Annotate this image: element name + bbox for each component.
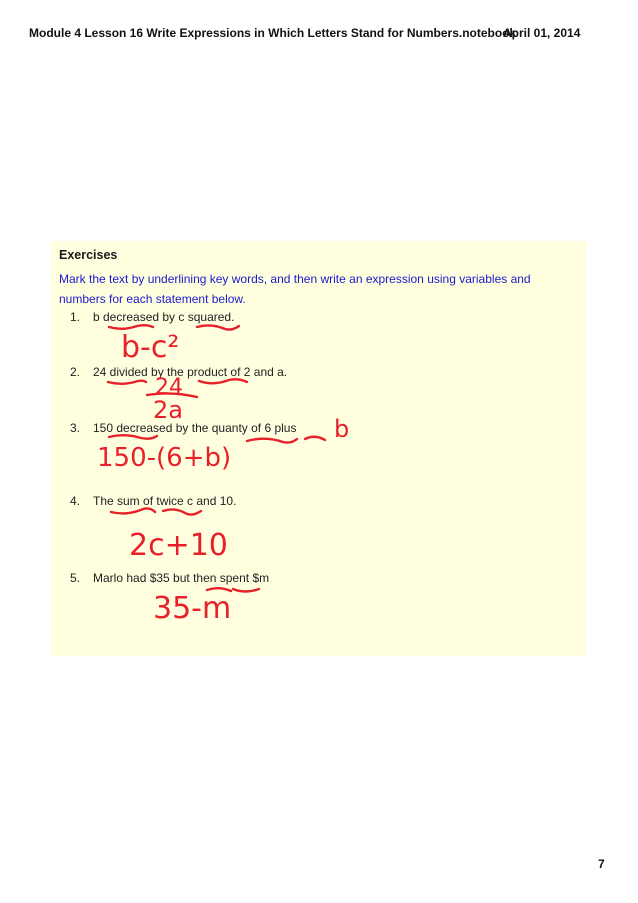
question-text: 24 divided by the product of 2 and a. [93,365,288,379]
handwritten-answer-2-numerator: 24 [155,375,183,400]
handwritten-answer-5: 35-m [153,591,232,626]
handwritten-word-b: b [334,415,350,443]
question-number: 4. [70,494,81,508]
question-number: 3. [70,421,81,435]
document-date: April 01, 2014 [503,26,581,40]
handwritten-answer-4: 2c+10 [129,528,228,563]
page-number: 7 [598,857,605,871]
underline-divided [108,381,146,384]
question-number: 1. [70,310,81,324]
underline-twice [163,509,201,514]
handwritten-annotations [51,241,586,656]
question-text: b decreased by c squared. [93,310,235,324]
document-title: Module 4 Lesson 16 Write Expressions in Which Letters Stand for Numbers.notebook [29,26,517,40]
handwritten-answer-3: 150-(6+b) [97,443,232,473]
underline-quanty [247,439,297,443]
exercises-heading: Exercises [59,248,118,262]
question-text: The sum of twice c and 10. [93,494,237,508]
exercises-instructions: Mark the text by underlining key words, and then write an expression using variables and numbers for each statement below. [59,272,531,306]
page-header [0,26,638,46]
question-text: 150 decreased by the quanty of 6 plus [93,421,297,435]
question-number: 5. [70,571,81,585]
handwritten-answer-2-denominator: 2a [153,396,183,424]
question-text: Marlo had $35 but then spent $m [93,571,270,585]
underline-decreased [109,325,153,329]
underline-squared [197,325,239,329]
handwritten-answer-1: b-c² [121,330,180,365]
question-number: 2. [70,365,81,379]
underline-sum [111,508,155,513]
underline-decreased-3 [109,435,157,438]
exercises-panel [51,241,586,656]
underline-product [199,379,247,383]
underline-spent [233,589,259,592]
underline-plus [305,437,325,440]
